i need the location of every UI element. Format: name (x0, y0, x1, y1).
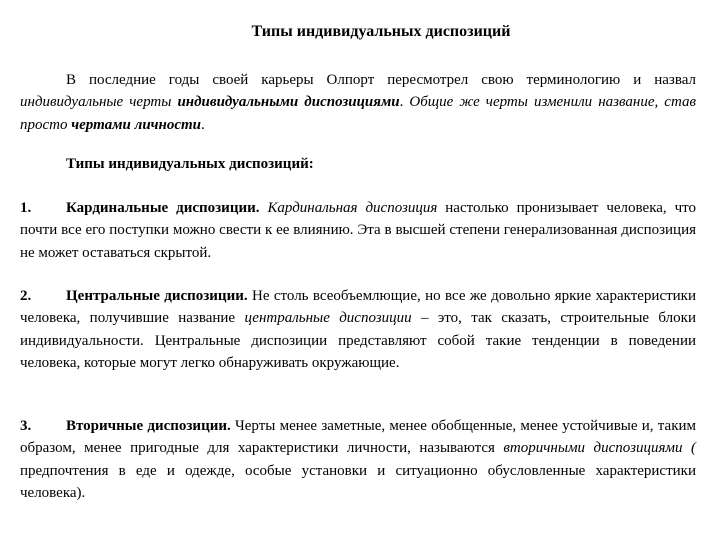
subheading: Типы индивидуальных диспозиций: (66, 156, 314, 172)
item-text-1: Черты менее заметные, менее обобщенные, менее устойчивые и, таким образом, менее пригодные для характеристики личности, называются (20, 418, 697, 457)
intro-personality-traits: чертами личности (71, 116, 202, 133)
item-heading: Кардинальные диспозиции. (66, 200, 260, 216)
item-term: центральные диспозиции (244, 310, 412, 327)
list-item-secondary (20, 415, 696, 504)
intro-text-4: . (399, 94, 410, 111)
item-text-1: Не столь всеобъемлющие, но все же довольно яркие характеристики человека, получившие название (20, 288, 696, 327)
item-text-3: предпочтения в еде и одежде, особые установки и ситуационно обусловленные характеристики человека). (20, 462, 696, 501)
item-term: Кардинальная диспозиция (267, 200, 438, 216)
page-title: Типы индивидуальных диспозиций (251, 23, 511, 40)
intro-individual-traits: индивидуальные черты (20, 94, 178, 111)
item-term: вторичными диспозициями ( (503, 440, 696, 457)
list-item-cardinal (20, 197, 696, 264)
item-number: 2. (20, 288, 32, 304)
item-heading: Вторичные диспозиции. (66, 418, 231, 434)
intro-common-traits: Общие же черты изменили название, став просто (20, 94, 696, 133)
intro-text-7: . (201, 116, 205, 133)
intro-individual-dispositions: индивидуальными диспозициями (177, 94, 400, 111)
list-item-central (20, 285, 696, 374)
item-text-3: – это, так сказать, строительные блоки индивидуальности. Центральные диспозиции представляют собой такие тенденции в поведении человека, которые могут легко обнаруживать окружающие. (20, 310, 696, 371)
intro-paragraph (20, 69, 696, 136)
intro-text-1: В последние годы своей карьеры Олпорт пересмотрел свою терминологию и назвал (66, 72, 696, 88)
item-heading: Центральные диспозиции. (66, 288, 248, 304)
item-number: 1. (20, 200, 32, 216)
item-number: 3. (20, 418, 32, 434)
item-text-3: настолько пронизывает человека, что почти все его поступки можно свести к ее влиянию. Эта в высшей степени генерализованная диспозиция не может оставаться скрытой. (20, 200, 696, 261)
